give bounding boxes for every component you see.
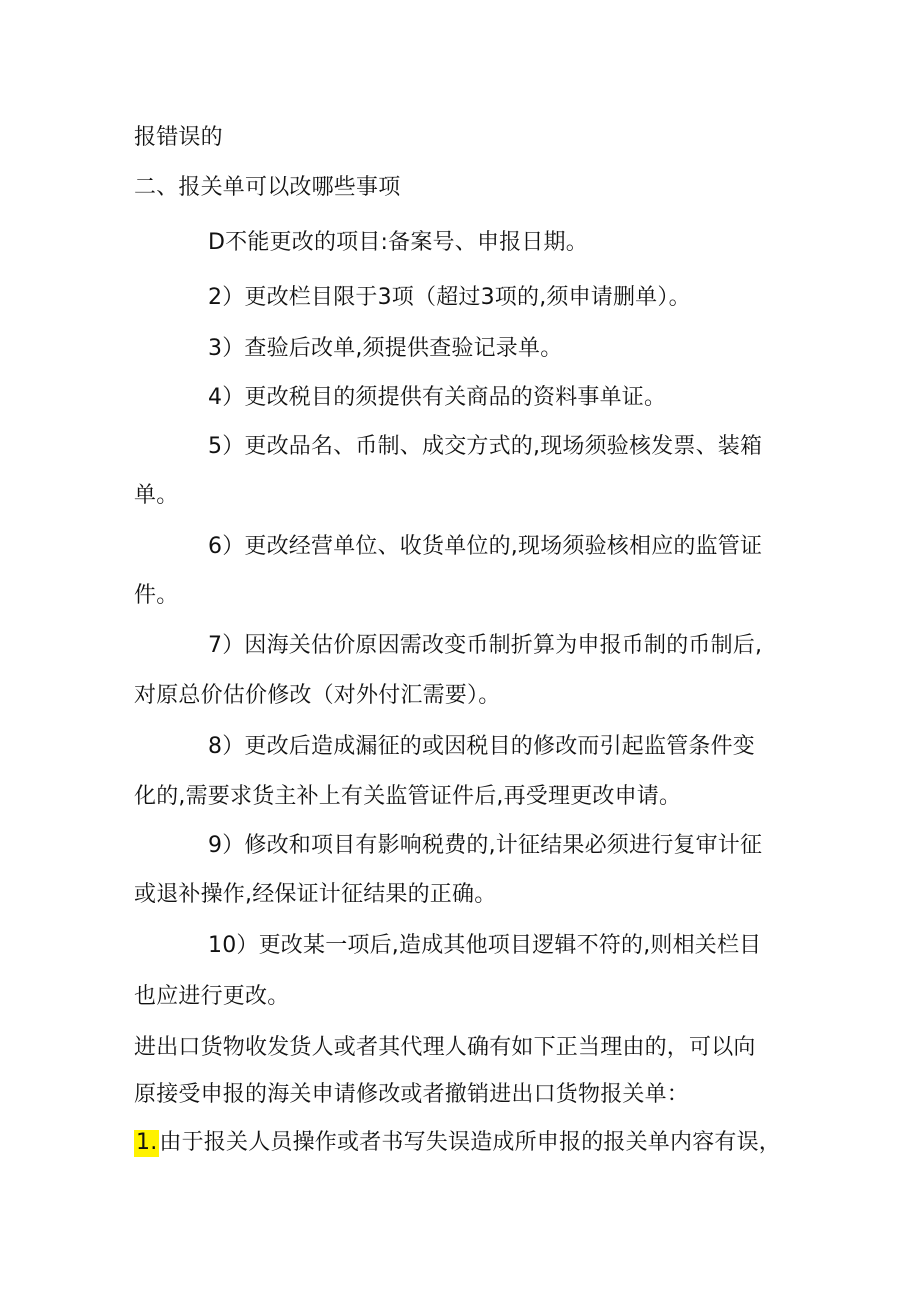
- text-line-19: 进出口货物收发货人或者其代理人确有如下正当理由的，可以向: [134, 1035, 756, 1060]
- list-item-text: 由于报关人员操作或者书写失误造成所申报的报关单内容有误，: [159, 1130, 781, 1155]
- list-item-number-highlight: 1.: [136, 1130, 158, 1155]
- text-line-20: 原接受申报的海关申请修改或者撤销进出口货物报关单：: [134, 1082, 690, 1107]
- text-line-3: D不能更改的项目:备案号、申报日期。: [208, 230, 588, 255]
- text-line-16: 或退补操作,经保证计征结果的正确。: [134, 882, 497, 907]
- text-line-9: 6）更改经营单位、收货单位的,现场须验核相应的监管证: [208, 534, 763, 559]
- text-line-18: 也应进行更改。: [134, 984, 290, 1009]
- text-line-15: 9）修改和项目有影响税费的,计征结果必须进行复审计征: [208, 833, 763, 858]
- text-line-4: 2）更改栏目限于3项（超过3项的,须申请删单）。: [208, 285, 691, 310]
- text-line-13: 8）更改后造成漏征的或因税目的修改而引起监管条件变: [208, 734, 755, 759]
- list-item-1: [134, 1128, 781, 1158]
- text-line-17: 10）更改某一项后,造成其他项目逻辑不符的,则相关栏目: [208, 933, 762, 958]
- text-line-10: 件。: [134, 583, 179, 608]
- text-line-11: 7）因海关估价原因需改变币制折算为申报币制的币制后,: [208, 633, 763, 658]
- text-line-1: 报错误的: [134, 125, 223, 150]
- text-line-7: 5）更改品名、币制、成交方式的,现场须验核发票、装箱: [208, 434, 763, 459]
- text-line-12: 对原总价估价修改（对外付汇需要）。: [134, 683, 501, 708]
- section-heading: 二、报关单可以改哪些事项: [134, 175, 401, 200]
- text-line-5: 3）查验后改单,须提供查验记录单。: [208, 336, 563, 361]
- text-line-6: 4）更改税目的须提供有关商品的资料事单证。: [208, 385, 667, 410]
- text-line-8: 单。: [134, 483, 179, 508]
- text-line-14: 化的,需要求货主补上有关监管证件后,再受理更改申请。: [134, 784, 682, 809]
